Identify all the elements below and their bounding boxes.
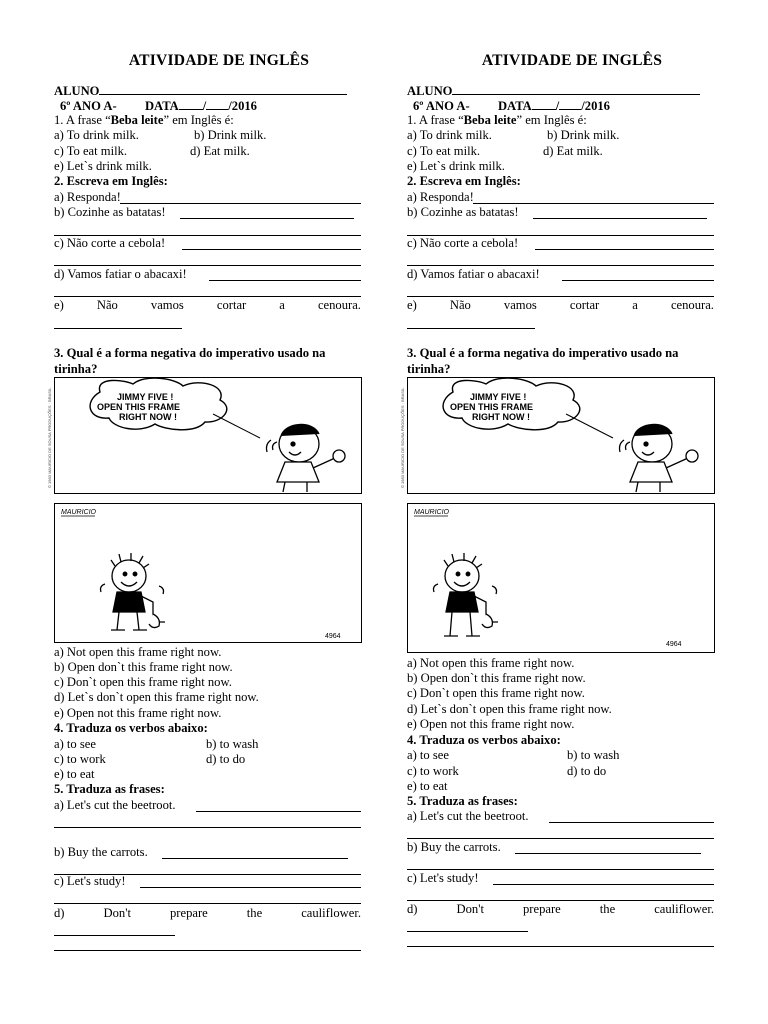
comic-panel-1 bbox=[47, 377, 362, 494]
q2-item-d: d) Vamos fatiar o abacaxi! bbox=[407, 267, 540, 281]
q3-option-d: d) Let`s don`t open this frame right now. bbox=[407, 702, 612, 716]
q3-heading-line1: 3. Qual é a forma negativa do imperativo usado na bbox=[407, 346, 679, 360]
q2-item-c: c) Não corte a cebola! bbox=[54, 236, 166, 250]
answer-line bbox=[54, 328, 182, 329]
copyright-text: © 1983 MAURICIO DE SOUSA PRODUÇÕES · BRASIL bbox=[47, 387, 52, 488]
comic-panel-2 bbox=[54, 503, 362, 643]
answer-line bbox=[196, 811, 361, 812]
answer-line bbox=[407, 265, 714, 266]
boy-character bbox=[101, 553, 166, 630]
answer-line bbox=[120, 203, 361, 204]
q1-option-e: e) Let`s drink milk. bbox=[407, 159, 505, 173]
q4-option-e: e) to eat bbox=[407, 779, 448, 793]
answer-line bbox=[407, 946, 714, 947]
comic-panel-1 bbox=[400, 377, 715, 494]
comic-panel-2 bbox=[407, 503, 715, 653]
q3-option-e: e) Open not this frame right now. bbox=[54, 706, 222, 720]
q5-item-b: b) Buy the carrots. bbox=[407, 840, 501, 854]
answer-line bbox=[493, 884, 714, 885]
date-label: DATA bbox=[144, 99, 179, 113]
q3-heading-line2: tirinha? bbox=[407, 362, 451, 376]
girl-character bbox=[620, 424, 699, 492]
q5-heading: 5. Traduza as frases: bbox=[407, 794, 518, 808]
q5-item-a: a) Let's cut the beetroot. bbox=[54, 798, 176, 812]
answer-line bbox=[562, 280, 714, 281]
comic-text-line1: JIMMY FIVE ! bbox=[470, 392, 527, 402]
q4-option-d: d) to do bbox=[206, 752, 246, 766]
q3-heading-line2: tirinha? bbox=[54, 362, 98, 376]
answer-line bbox=[407, 328, 535, 329]
q5-item-c: c) Let's study! bbox=[54, 874, 126, 888]
answer-line bbox=[515, 853, 701, 854]
q4-option-b: b) to wash bbox=[206, 737, 259, 751]
answer-line bbox=[535, 249, 714, 250]
q4-option-e: e) to eat bbox=[54, 767, 95, 781]
year-label: 2016 bbox=[231, 99, 257, 113]
copyright-text: © 1983 MAURICIO DE SOUSA PRODUÇÕES · BRASIL bbox=[400, 387, 405, 488]
comic-text-line3: RIGHT NOW ! bbox=[472, 412, 530, 422]
q1-option-d: d) Eat milk. bbox=[543, 144, 603, 158]
answer-line bbox=[209, 280, 361, 281]
q2-item-c: c) Não corte a cebola! bbox=[407, 236, 519, 250]
comic-text-line2: OPEN THIS FRAME bbox=[97, 402, 181, 412]
q1-option-c: c) To eat milk. bbox=[407, 144, 481, 158]
answer-line bbox=[180, 218, 354, 219]
q3-option-d: d) Let`s don`t open this frame right now. bbox=[54, 690, 259, 704]
q4-heading: 4. Traduza os verbos abaixo: bbox=[407, 733, 561, 747]
q5-item-d: d) Don't prepare the cauliflower. bbox=[407, 902, 714, 916]
comic-code: 4964 bbox=[325, 633, 341, 640]
q1-option-b: b) Drink milk. bbox=[194, 128, 267, 142]
q4-heading: 4. Traduza os verbos abaixo: bbox=[54, 721, 208, 735]
worksheet-title: ATIVIDADE DE INGLÊS bbox=[481, 52, 663, 69]
q1-option-b: b) Drink milk. bbox=[547, 128, 620, 142]
q4-option-c: c) to work bbox=[407, 764, 459, 778]
q3-option-b: b) Open don`t this frame right now. bbox=[407, 671, 586, 685]
q3-option-e: e) Open not this frame right now. bbox=[407, 717, 575, 731]
worksheet-right bbox=[400, 0, 737, 1024]
comic-signature: MAURICIO bbox=[414, 509, 449, 516]
q2-item-e: e) Não vamos cortar a cenoura. bbox=[54, 298, 361, 312]
q5-item-c: c) Let's study! bbox=[407, 871, 479, 885]
q5-item-b: b) Buy the carrots. bbox=[54, 845, 148, 859]
girl-character bbox=[267, 424, 346, 492]
student-label: ALUNO bbox=[407, 84, 453, 98]
answer-line bbox=[140, 887, 361, 888]
q3-option-c: c) Don`t open this frame right now. bbox=[407, 686, 585, 700]
q1-option-c: c) To eat milk. bbox=[54, 144, 128, 158]
boy-character bbox=[434, 553, 499, 636]
answer-line bbox=[54, 903, 361, 904]
grade-label: 6º ANO A- bbox=[60, 99, 117, 113]
comic-text-line3: RIGHT NOW ! bbox=[119, 412, 177, 422]
comic-signature: MAURICIO bbox=[61, 509, 96, 516]
q3-option-a: a) Not open this frame right now. bbox=[407, 656, 575, 670]
q1-prompt: 1. A frase “Beba leite” em Inglês é: bbox=[54, 113, 234, 127]
student-line bbox=[54, 83, 347, 99]
q5-item-a: a) Let's cut the beetroot. bbox=[407, 809, 529, 823]
q4-option-a: a) to see bbox=[407, 748, 449, 762]
q4-option-b: b) to wash bbox=[567, 748, 620, 762]
q2-item-a: a) Responda! bbox=[54, 190, 121, 204]
answer-line bbox=[54, 935, 175, 936]
answer-line bbox=[162, 858, 348, 859]
comic-text-line1: JIMMY FIVE ! bbox=[117, 392, 174, 402]
answer-line bbox=[407, 900, 714, 901]
grade-date-line: 6º ANO A- DATA / /2016 bbox=[60, 99, 257, 113]
q3-heading-line1: 3. Qual é a forma negativa do imperativo usado na bbox=[54, 346, 326, 360]
q2-item-a: a) Responda! bbox=[407, 190, 474, 204]
q2-item-d: d) Vamos fatiar o abacaxi! bbox=[54, 267, 187, 281]
q5-item-d: d) Don't prepare the cauliflower. bbox=[54, 906, 361, 920]
answer-line bbox=[54, 827, 361, 828]
date-label: DATA bbox=[497, 99, 532, 113]
q3-option-c: c) Don`t open this frame right now. bbox=[54, 675, 232, 689]
answer-line bbox=[54, 296, 361, 297]
answer-line bbox=[54, 265, 361, 266]
answer-line bbox=[549, 822, 714, 823]
answer-line bbox=[407, 296, 714, 297]
q1-prompt: 1. A frase “Beba leite” em Inglês é: bbox=[407, 113, 587, 127]
answer-line bbox=[407, 838, 714, 839]
answer-line bbox=[407, 931, 528, 932]
q4-option-c: c) to work bbox=[54, 752, 106, 766]
q2-item-e: e) Não vamos cortar a cenoura. bbox=[407, 298, 714, 312]
q2-item-b: b) Cozinhe as batatas! bbox=[54, 205, 166, 219]
q3-option-a: a) Not open this frame right now. bbox=[54, 645, 222, 659]
q1-option-e: e) Let`s drink milk. bbox=[54, 159, 152, 173]
grade-label: 6º ANO A- bbox=[413, 99, 470, 113]
answer-line bbox=[407, 869, 714, 870]
q2-heading: 2. Escreva em Inglês: bbox=[54, 174, 168, 188]
q3-option-b: b) Open don`t this frame right now. bbox=[54, 660, 233, 674]
q2-item-b: b) Cozinhe as batatas! bbox=[407, 205, 519, 219]
q4-option-d: d) to do bbox=[567, 764, 607, 778]
comic-code: 4964 bbox=[666, 641, 682, 648]
student-label: ALUNO bbox=[54, 84, 100, 98]
worksheet-title: ATIVIDADE DE INGLÊS bbox=[128, 52, 310, 69]
student-line bbox=[407, 83, 700, 99]
q1-option-a: a) To drink milk. bbox=[407, 128, 492, 142]
answer-line bbox=[473, 203, 714, 204]
worksheet-left bbox=[47, 0, 384, 1024]
q4-option-a: a) to see bbox=[54, 737, 96, 751]
q5-heading: 5. Traduza as frases: bbox=[54, 782, 165, 796]
answer-line bbox=[54, 950, 361, 951]
answer-line bbox=[533, 218, 707, 219]
year-label: 2016 bbox=[584, 99, 610, 113]
q2-heading: 2. Escreva em Inglês: bbox=[407, 174, 521, 188]
grade-date-line: 6º ANO A- DATA / /2016 bbox=[413, 99, 610, 113]
q1-option-d: d) Eat milk. bbox=[190, 144, 250, 158]
q1-option-a: a) To drink milk. bbox=[54, 128, 139, 142]
comic-text-line2: OPEN THIS FRAME bbox=[450, 402, 534, 412]
answer-line bbox=[182, 249, 361, 250]
